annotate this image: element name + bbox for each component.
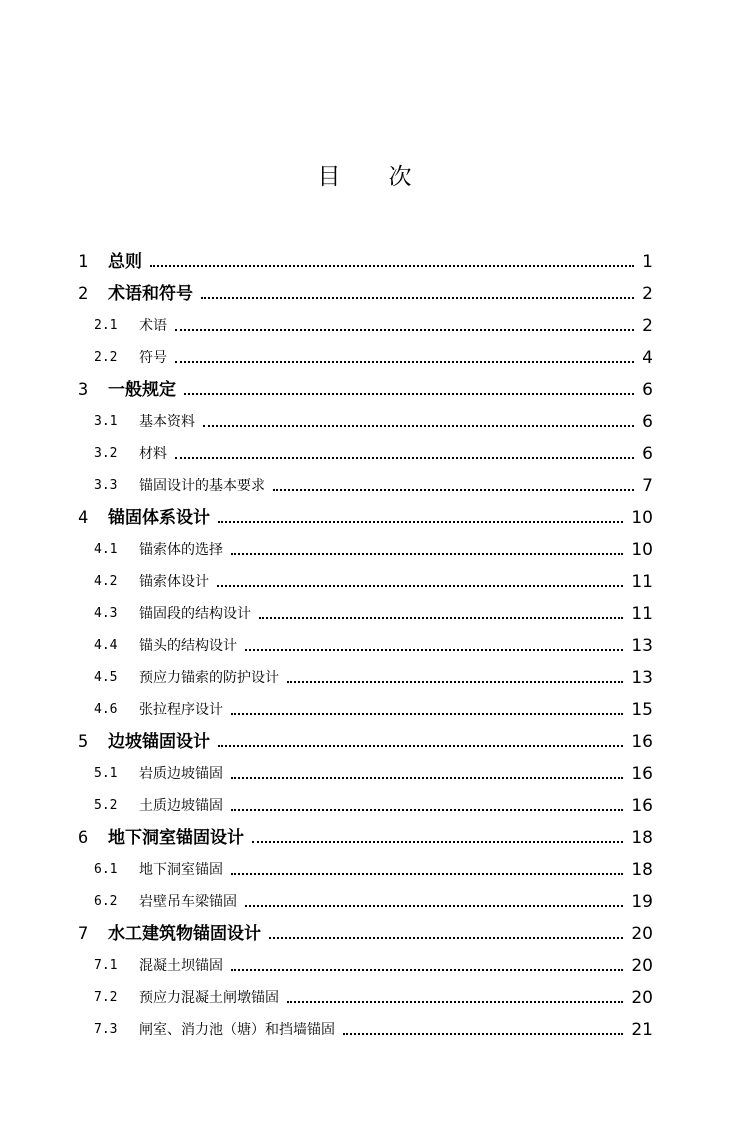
toc-entry-title: 锚头的结构设计 bbox=[139, 638, 237, 654]
toc-chapter-entry[interactable] bbox=[0, 246, 729, 278]
toc-dot-leader bbox=[175, 342, 634, 374]
toc-entry-number: 4.2 bbox=[94, 574, 118, 589]
toc-section-entry[interactable] bbox=[0, 598, 729, 630]
toc-entry-title: 边坡锚固设计 bbox=[108, 732, 210, 752]
toc-entry-number: 4.1 bbox=[94, 542, 118, 557]
toc-section-entry[interactable] bbox=[0, 534, 729, 566]
toc-entry-title: 锚索体的选择 bbox=[139, 542, 223, 558]
toc-chapter-entry[interactable] bbox=[0, 374, 729, 406]
toc-entry-number: 3.1 bbox=[94, 414, 118, 429]
toc-section-entry[interactable] bbox=[0, 566, 729, 598]
toc-section-entry[interactable] bbox=[0, 790, 729, 822]
toc-entry-title: 总则 bbox=[108, 252, 142, 272]
toc-dot-leader bbox=[218, 502, 623, 534]
toc-entry-page-number: 20 bbox=[631, 924, 653, 944]
toc-entry-number: 4.3 bbox=[94, 606, 118, 621]
toc-entry-number: 4.5 bbox=[94, 670, 118, 685]
toc-section-entry[interactable] bbox=[0, 406, 729, 438]
toc-entry-number: 5 bbox=[78, 732, 89, 752]
toc-entry-page-number: 6 bbox=[642, 412, 653, 432]
toc-section-entry[interactable] bbox=[0, 630, 729, 662]
toc-dot-leader bbox=[269, 918, 623, 950]
toc-dot-leader bbox=[150, 246, 634, 278]
toc-dot-leader bbox=[231, 950, 623, 982]
toc-entry-number: 6.1 bbox=[94, 862, 118, 877]
toc-entry-title: 岩质边坡锚固 bbox=[139, 766, 223, 782]
toc-entry-number: 5.1 bbox=[94, 766, 118, 781]
toc-entry-page-number: 20 bbox=[631, 988, 653, 1008]
toc-chapter-entry[interactable] bbox=[0, 278, 729, 310]
toc-chapter-entry[interactable] bbox=[0, 822, 729, 854]
toc-entry-page-number: 10 bbox=[631, 508, 653, 528]
toc-entry-title: 基本资料 bbox=[139, 414, 195, 430]
toc-dot-leader bbox=[231, 758, 623, 790]
toc-dot-leader bbox=[245, 886, 623, 918]
toc-chapter-entry[interactable] bbox=[0, 726, 729, 758]
toc-entry-number: 4.6 bbox=[94, 702, 118, 717]
toc-entry-title: 预应力锚索的防护设计 bbox=[139, 670, 279, 686]
toc-section-entry[interactable] bbox=[0, 1014, 729, 1046]
toc-entry-page-number: 13 bbox=[631, 636, 653, 656]
toc-dot-leader bbox=[287, 662, 623, 694]
toc-entry-number: 3.3 bbox=[94, 478, 118, 493]
toc-dot-leader bbox=[201, 278, 634, 310]
toc-entry-page-number: 16 bbox=[631, 764, 653, 784]
toc-entry-title: 混凝土坝锚固 bbox=[139, 958, 223, 974]
toc-section-entry[interactable] bbox=[0, 982, 729, 1014]
toc-entry-title: 水工建筑物锚固设计 bbox=[108, 924, 261, 944]
toc-dot-leader bbox=[217, 566, 623, 598]
toc-entry-number: 3 bbox=[78, 380, 89, 400]
toc-section-entry[interactable] bbox=[0, 950, 729, 982]
toc-entry-number: 2.2 bbox=[94, 350, 118, 365]
toc-entry-page-number: 10 bbox=[631, 540, 653, 560]
toc-dot-leader bbox=[175, 310, 634, 342]
toc-entry-page-number: 2 bbox=[642, 284, 653, 304]
toc-entry-page-number: 16 bbox=[631, 796, 653, 816]
toc-entry-page-number: 11 bbox=[631, 604, 653, 624]
toc-entry-number: 4.4 bbox=[94, 638, 118, 653]
toc-entry-number: 7.2 bbox=[94, 990, 118, 1005]
toc-dot-leader bbox=[287, 982, 623, 1014]
toc-entry-title: 张拉程序设计 bbox=[139, 702, 223, 718]
toc-entry-page-number: 19 bbox=[631, 892, 653, 912]
toc-entry-number: 7.3 bbox=[94, 1022, 118, 1037]
toc-dot-leader bbox=[231, 854, 623, 886]
toc-entry-page-number: 2 bbox=[642, 316, 653, 336]
page-title-right: 次 bbox=[388, 164, 412, 190]
toc-entry-title: 锚固设计的基本要求 bbox=[139, 478, 265, 494]
toc-entry-number: 6.2 bbox=[94, 894, 118, 909]
toc-entry-title: 术语和符号 bbox=[108, 284, 193, 304]
toc-entry-page-number: 13 bbox=[631, 668, 653, 688]
toc-entry-page-number: 21 bbox=[631, 1020, 653, 1040]
toc-entry-title: 地下洞室锚固设计 bbox=[108, 828, 244, 848]
toc-section-entry[interactable] bbox=[0, 470, 729, 502]
toc-section-entry[interactable] bbox=[0, 886, 729, 918]
toc-entry-number: 3.2 bbox=[94, 446, 118, 461]
toc-dot-leader bbox=[273, 470, 634, 502]
toc-entry-title: 术语 bbox=[139, 318, 167, 334]
toc-section-entry[interactable] bbox=[0, 758, 729, 790]
toc-entry-title: 锚固体系设计 bbox=[108, 508, 210, 528]
toc-entry-number: 7.1 bbox=[94, 958, 118, 973]
toc-entry-number: 4 bbox=[78, 508, 89, 528]
toc-entry-page-number: 18 bbox=[631, 828, 653, 848]
toc-entry-title: 符号 bbox=[139, 350, 167, 366]
toc-dot-leader bbox=[231, 790, 623, 822]
toc-dot-leader bbox=[203, 406, 634, 438]
toc-entry-number: 6 bbox=[78, 828, 89, 848]
toc-section-entry[interactable] bbox=[0, 854, 729, 886]
toc-dot-leader bbox=[231, 694, 623, 726]
toc-dot-leader bbox=[175, 438, 634, 470]
toc-dot-leader bbox=[259, 598, 623, 630]
toc-entry-page-number: 20 bbox=[631, 956, 653, 976]
toc-entry-title: 预应力混凝土闸墩锚固 bbox=[139, 990, 279, 1006]
toc-entry-page-number: 18 bbox=[631, 860, 653, 880]
toc-entry-title: 岩壁吊车梁锚固 bbox=[139, 894, 237, 910]
toc-entry-title: 材料 bbox=[139, 446, 167, 462]
toc-entry-page-number: 1 bbox=[642, 252, 653, 272]
toc-entry-title: 锚索体设计 bbox=[139, 574, 209, 590]
table-of-contents bbox=[0, 246, 729, 1046]
toc-entry-page-number: 6 bbox=[642, 444, 653, 464]
toc-entry-number: 2 bbox=[78, 284, 89, 304]
toc-entry-title: 一般规定 bbox=[108, 380, 176, 400]
toc-entry-title: 锚固段的结构设计 bbox=[139, 606, 251, 622]
toc-dot-leader bbox=[343, 1014, 623, 1046]
toc-entry-title: 闸室、消力池（塘）和挡墙锚固 bbox=[139, 1022, 335, 1038]
toc-dot-leader bbox=[252, 822, 623, 854]
toc-section-entry[interactable] bbox=[0, 310, 729, 342]
toc-section-entry[interactable] bbox=[0, 662, 729, 694]
toc-entry-page-number: 6 bbox=[642, 380, 653, 400]
page-title bbox=[0, 160, 729, 194]
toc-entry-page-number: 4 bbox=[642, 348, 653, 368]
toc-entry-page-number: 11 bbox=[631, 572, 653, 592]
toc-entry-number: 1 bbox=[78, 252, 89, 272]
toc-entry-title: 土质边坡锚固 bbox=[139, 798, 223, 814]
toc-dot-leader bbox=[184, 374, 634, 406]
toc-chapter-entry[interactable] bbox=[0, 918, 729, 950]
toc-entry-number: 5.2 bbox=[94, 798, 118, 813]
toc-entry-title: 地下洞室锚固 bbox=[139, 862, 223, 878]
toc-entry-page-number: 15 bbox=[631, 700, 653, 720]
toc-entry-number: 7 bbox=[78, 924, 89, 944]
toc-entry-page-number: 16 bbox=[631, 732, 653, 752]
toc-entry-number: 2.1 bbox=[94, 318, 118, 333]
toc-entry-page-number: 7 bbox=[642, 476, 653, 496]
toc-chapter-entry[interactable] bbox=[0, 502, 729, 534]
toc-section-entry[interactable] bbox=[0, 694, 729, 726]
toc-dot-leader bbox=[218, 726, 623, 758]
toc-dot-leader bbox=[245, 630, 623, 662]
page-title-left: 目 bbox=[317, 164, 341, 190]
toc-section-entry[interactable] bbox=[0, 342, 729, 374]
toc-section-entry[interactable] bbox=[0, 438, 729, 470]
toc-dot-leader bbox=[231, 534, 623, 566]
